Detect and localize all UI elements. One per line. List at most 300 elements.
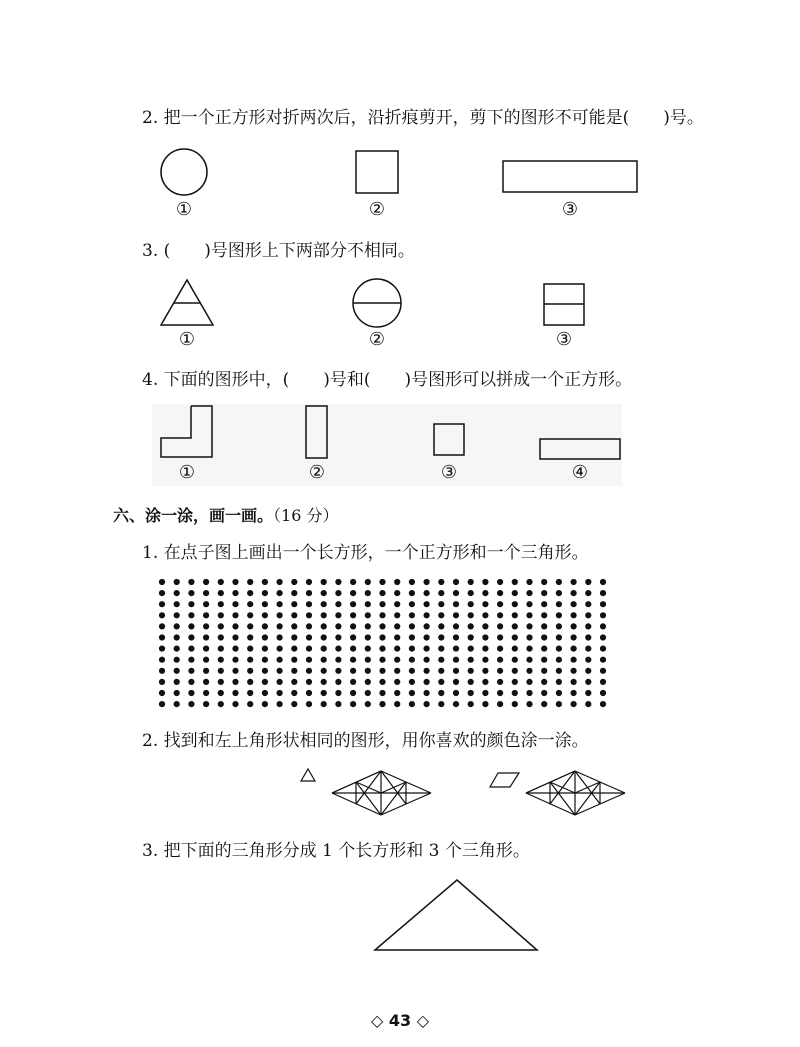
grid-dot (394, 612, 400, 618)
small-square-shape (433, 423, 473, 463)
grid-dot (365, 668, 371, 674)
grid-dot (232, 646, 238, 652)
question-4-text: 4. 下面的图形中，( )号和( )号图形可以拼成一个正方形。 (142, 370, 633, 390)
grid-dot (365, 634, 371, 640)
grid-dot (482, 690, 488, 696)
grid-dot (321, 579, 327, 585)
grid-dot (218, 679, 224, 685)
grid-dot (321, 668, 327, 674)
grid-dot (174, 579, 180, 585)
grid-dot (306, 590, 312, 596)
grid-dot (277, 690, 283, 696)
rectangle-with-line-shape (543, 283, 593, 333)
grid-dot (424, 623, 430, 629)
grid-dot (306, 646, 312, 652)
grid-dot (600, 634, 606, 640)
grid-dot (277, 634, 283, 640)
grid-dot (350, 646, 356, 652)
grid-dot (291, 634, 297, 640)
grid-dot (262, 690, 268, 696)
grid-dot (262, 601, 268, 607)
grid-dot (203, 601, 209, 607)
grid-dot (571, 701, 577, 707)
grid-dot (438, 634, 444, 640)
grid-dot (585, 590, 591, 596)
s6-question-2-text: 2. 找到和左上角形状相同的图形，用你喜欢的颜色涂一涂。 (142, 731, 589, 751)
grid-dot (409, 590, 415, 596)
grid-dot (585, 623, 591, 629)
grid-dot (262, 623, 268, 629)
grid-dot (188, 657, 194, 663)
grid-dot (512, 623, 518, 629)
grid-dot (468, 612, 474, 618)
grid-dot (424, 579, 430, 585)
dot-grid[interactable] (158, 578, 618, 710)
grid-dot (424, 601, 430, 607)
grid-dot (438, 701, 444, 707)
grid-dot (497, 623, 503, 629)
grid-dot (526, 623, 532, 629)
grid-dot (291, 590, 297, 596)
grid-dot (335, 679, 341, 685)
grid-dot (203, 634, 209, 640)
grid-dot (438, 646, 444, 652)
grid-dot (541, 679, 547, 685)
grid-dot (159, 590, 165, 596)
grid-dot (394, 634, 400, 640)
grid-dot (409, 579, 415, 585)
grid-dot (453, 668, 459, 674)
grid-dot (526, 634, 532, 640)
grid-dot (174, 646, 180, 652)
grid-dot (335, 657, 341, 663)
grid-dot (291, 601, 297, 607)
grid-dot (409, 657, 415, 663)
grid-dot (556, 579, 562, 585)
grid-dot (453, 646, 459, 652)
grid-dot (541, 657, 547, 663)
small-parallelogram-shape (489, 772, 524, 792)
section-6-points: （16 分） (273, 506, 339, 525)
grid-dot (203, 646, 209, 652)
grid-dot (585, 679, 591, 685)
grid-dot (453, 679, 459, 685)
grid-dot (497, 590, 503, 596)
grid-dot (188, 701, 194, 707)
grid-dot (350, 612, 356, 618)
grid-dot (526, 668, 532, 674)
grid-dot (321, 612, 327, 618)
grid-dot (541, 612, 547, 618)
grid-dot (438, 623, 444, 629)
grid-dot (571, 601, 577, 607)
grid-dot (424, 612, 430, 618)
grid-dot (365, 590, 371, 596)
grid-dot (218, 579, 224, 585)
grid-dot (526, 601, 532, 607)
grid-dot (277, 646, 283, 652)
grid-dot (291, 657, 297, 663)
grid-dot (526, 579, 532, 585)
grid-dot (291, 623, 297, 629)
grid-dot (556, 657, 562, 663)
grid-dot (541, 646, 547, 652)
grid-dot (188, 612, 194, 618)
grid-dot (277, 579, 283, 585)
grid-dot (262, 679, 268, 685)
grid-dot (262, 646, 268, 652)
grid-dot (468, 590, 474, 596)
grid-dot (482, 634, 488, 640)
grid-dot (497, 646, 503, 652)
grid-dot (600, 690, 606, 696)
grid-dot (262, 590, 268, 596)
grid-dot (497, 634, 503, 640)
grid-dot (188, 679, 194, 685)
grid-dot (482, 601, 488, 607)
grid-dot (335, 590, 341, 596)
grid-dot (409, 690, 415, 696)
grid-dot (262, 612, 268, 618)
grid-dot (159, 612, 165, 618)
grid-dot (585, 601, 591, 607)
grid-dot (394, 668, 400, 674)
grid-dot (335, 601, 341, 607)
grid-dot (188, 601, 194, 607)
grid-dot (365, 601, 371, 607)
grid-dot (526, 657, 532, 663)
grid-dot (174, 601, 180, 607)
grid-dot (350, 590, 356, 596)
grid-dot (218, 657, 224, 663)
grid-dot (159, 601, 165, 607)
grid-dot (438, 579, 444, 585)
grid-dot (306, 668, 312, 674)
grid-dot (394, 623, 400, 629)
grid-dot (335, 701, 341, 707)
grid-dot (571, 646, 577, 652)
grid-dot (350, 679, 356, 685)
grid-dot (277, 623, 283, 629)
grid-dot (409, 646, 415, 652)
q2-label-3: ③ (561, 199, 579, 220)
grid-dot (453, 690, 459, 696)
grid-dot (468, 601, 474, 607)
grid-dot (468, 690, 474, 696)
grid-dot (600, 612, 606, 618)
grid-dot (482, 646, 488, 652)
grid-dot (232, 579, 238, 585)
grid-dot (424, 668, 430, 674)
grid-dot (600, 668, 606, 674)
q4-label-1: ① (178, 462, 196, 483)
grid-dot (247, 679, 253, 685)
grid-dot (188, 579, 194, 585)
grid-dot (409, 701, 415, 707)
grid-dot (585, 612, 591, 618)
grid-dot (571, 623, 577, 629)
grid-dot (556, 623, 562, 629)
grid-dot (468, 646, 474, 652)
grid-dot (556, 590, 562, 596)
grid-dot (394, 590, 400, 596)
grid-dot (365, 690, 371, 696)
triangle-grid-rhombus-1[interactable] (331, 770, 441, 820)
grid-dot (379, 612, 385, 618)
grid-dot (424, 701, 430, 707)
grid-dot (350, 690, 356, 696)
grid-dot (232, 668, 238, 674)
grid-dot (365, 612, 371, 618)
grid-dot (526, 590, 532, 596)
grid-dot (232, 590, 238, 596)
grid-dot (409, 634, 415, 640)
grid-dot (409, 623, 415, 629)
grid-dot (526, 701, 532, 707)
grid-dot (306, 579, 312, 585)
grid-dot (497, 690, 503, 696)
grid-dot (468, 679, 474, 685)
grid-dot (556, 679, 562, 685)
grid-dot (350, 579, 356, 585)
grid-dot (438, 601, 444, 607)
grid-dot (188, 668, 194, 674)
grid-dot (379, 668, 385, 674)
grid-dot (335, 690, 341, 696)
grid-dot (379, 634, 385, 640)
grid-dot (468, 579, 474, 585)
grid-dot (394, 701, 400, 707)
grid-dot (262, 668, 268, 674)
grid-dot (571, 612, 577, 618)
grid-dot (247, 601, 253, 607)
grid-dot (277, 668, 283, 674)
grid-dot (174, 634, 180, 640)
grid-dot (556, 634, 562, 640)
grid-dot (468, 668, 474, 674)
grid-dot (468, 623, 474, 629)
grid-dot (585, 634, 591, 640)
grid-dot (482, 579, 488, 585)
q2-label-1: ① (175, 199, 193, 220)
grid-dot (482, 612, 488, 618)
grid-dot (277, 679, 283, 685)
grid-dot (409, 668, 415, 674)
obtuse-triangle-shape[interactable] (372, 877, 542, 957)
grid-dot (453, 657, 459, 663)
grid-dot (232, 612, 238, 618)
grid-dot (321, 601, 327, 607)
grid-dot (174, 623, 180, 629)
page-footer (0, 1011, 800, 1030)
grid-dot (174, 590, 180, 596)
grid-dot (291, 690, 297, 696)
grid-dot (232, 634, 238, 640)
grid-dot (438, 590, 444, 596)
grid-dot (350, 668, 356, 674)
grid-dot (262, 657, 268, 663)
grid-dot (232, 690, 238, 696)
grid-dot (409, 679, 415, 685)
grid-dot (365, 657, 371, 663)
grid-dot (277, 701, 283, 707)
grid-dot (321, 657, 327, 663)
q4-label-3: ③ (440, 462, 458, 483)
grid-dot (159, 668, 165, 674)
triangle-with-line-shape (160, 279, 220, 329)
grid-dot (335, 668, 341, 674)
grid-dot (232, 623, 238, 629)
grid-dot (541, 701, 547, 707)
grid-dot (350, 701, 356, 707)
grid-dot (174, 690, 180, 696)
grid-dot (497, 612, 503, 618)
grid-dot (188, 590, 194, 596)
grid-dot (203, 668, 209, 674)
grid-dot (203, 623, 209, 629)
grid-dot (424, 646, 430, 652)
grid-dot (350, 623, 356, 629)
grid-dot (512, 690, 518, 696)
grid-dot (159, 579, 165, 585)
grid-dot (365, 579, 371, 585)
grid-dot (453, 634, 459, 640)
grid-dot (188, 646, 194, 652)
grid-dot (585, 701, 591, 707)
grid-dot (159, 657, 165, 663)
grid-dot (497, 668, 503, 674)
grid-dot (600, 657, 606, 663)
grid-dot (365, 679, 371, 685)
grid-dot (291, 679, 297, 685)
grid-dot (188, 690, 194, 696)
q2-label-2: ② (368, 199, 386, 220)
grid-dot (247, 579, 253, 585)
grid-dot (262, 634, 268, 640)
l-shape (160, 405, 220, 465)
grid-dot (556, 601, 562, 607)
grid-dot (424, 657, 430, 663)
s6-question-3-text: 3. 把下面的三角形分成 1 个长方形和 3 个三角形。 (142, 841, 530, 861)
grid-dot (571, 590, 577, 596)
grid-dot (409, 601, 415, 607)
grid-dot (541, 623, 547, 629)
grid-dot (379, 657, 385, 663)
grid-dot (321, 679, 327, 685)
grid-dot (394, 646, 400, 652)
grid-dot (174, 612, 180, 618)
grid-dot (174, 668, 180, 674)
grid-dot (159, 623, 165, 629)
grid-dot (453, 623, 459, 629)
grid-dot (247, 612, 253, 618)
grid-dot (306, 612, 312, 618)
grid-dot (541, 690, 547, 696)
grid-dot (306, 690, 312, 696)
triangle-grid-rhombus-2[interactable] (525, 770, 635, 820)
grid-dot (512, 679, 518, 685)
grid-dot (571, 668, 577, 674)
grid-dot (468, 701, 474, 707)
grid-dot (306, 679, 312, 685)
grid-dot (394, 579, 400, 585)
question-2-text: 2. 把一个正方形对折两次后，沿折痕剪开，剪下的图形不可能是( )号。 (142, 108, 704, 128)
grid-dot (291, 701, 297, 707)
grid-dot (512, 601, 518, 607)
grid-dot (306, 657, 312, 663)
q3-label-3: ③ (555, 329, 573, 350)
circle-with-line-shape (350, 276, 410, 336)
grid-dot (188, 623, 194, 629)
grid-dot (321, 701, 327, 707)
grid-dot (232, 679, 238, 685)
grid-dot (438, 679, 444, 685)
page-number: 43 (388, 1011, 412, 1030)
grid-dot (512, 668, 518, 674)
grid-dot (262, 579, 268, 585)
grid-dot (350, 657, 356, 663)
grid-dot (232, 657, 238, 663)
grid-dot (365, 646, 371, 652)
grid-dot (424, 679, 430, 685)
grid-dot (218, 612, 224, 618)
grid-dot (600, 590, 606, 596)
grid-dot (159, 646, 165, 652)
grid-dot (453, 590, 459, 596)
grid-dot (497, 701, 503, 707)
grid-dot (159, 679, 165, 685)
grid-dot (379, 590, 385, 596)
grid-dot (512, 579, 518, 585)
grid-dot (394, 601, 400, 607)
grid-dot (232, 701, 238, 707)
s6-question-1-text: 1. 在点子图上画出一个长方形，一个正方形和一个三角形。 (142, 543, 589, 563)
grid-dot (159, 634, 165, 640)
grid-dot (218, 701, 224, 707)
grid-dot (512, 646, 518, 652)
grid-dot (571, 690, 577, 696)
grid-dot (482, 590, 488, 596)
grid-dot (497, 601, 503, 607)
grid-dot (321, 646, 327, 652)
grid-dot (203, 701, 209, 707)
grid-dot (556, 612, 562, 618)
grid-dot (541, 579, 547, 585)
grid-dot (541, 634, 547, 640)
grid-dot (247, 634, 253, 640)
grid-dot (203, 690, 209, 696)
diamond-right-icon: ◇ (416, 1011, 430, 1030)
grid-dot (600, 579, 606, 585)
grid-dot (232, 601, 238, 607)
q3-label-1: ① (178, 329, 196, 350)
grid-dot (335, 579, 341, 585)
grid-dot (379, 701, 385, 707)
grid-dot (159, 690, 165, 696)
grid-dot (335, 612, 341, 618)
grid-dot (497, 579, 503, 585)
grid-dot (424, 634, 430, 640)
grid-dot (379, 579, 385, 585)
grid-dot (365, 623, 371, 629)
grid-dot (277, 590, 283, 596)
grid-dot (350, 601, 356, 607)
grid-dot (526, 679, 532, 685)
question-3-text: 3. ( )号图形上下两部分不相同。 (142, 241, 415, 261)
grid-dot (306, 601, 312, 607)
grid-dot (512, 657, 518, 663)
grid-dot (203, 579, 209, 585)
